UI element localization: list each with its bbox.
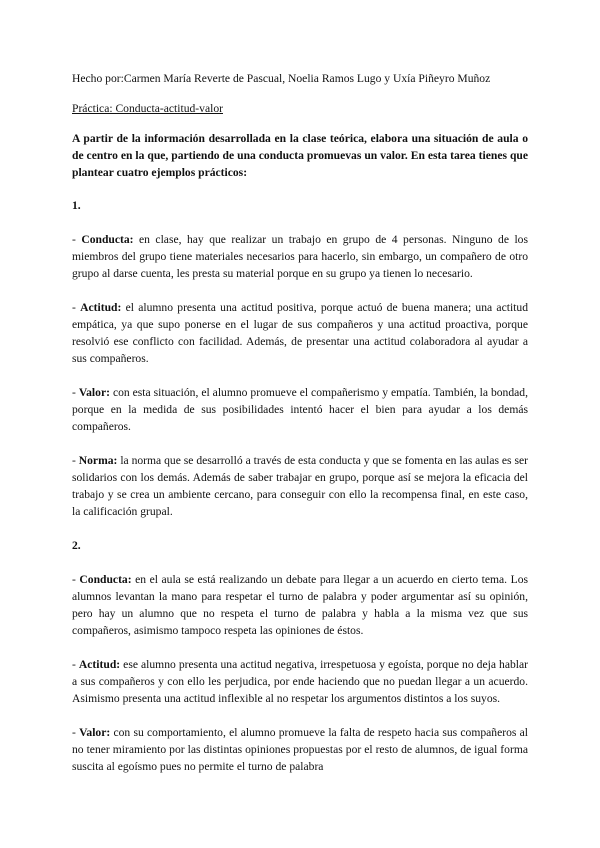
item-label: Norma: [78, 454, 118, 467]
item-label: Conducta: [81, 233, 134, 246]
task-prompt: A partir de la información desarrollada en la clase teórica, elabora una situación de aula o de centro en la que, partiendo de una conducta promuevas un valor. En esta tarea tienes que plantear cuatro ejemplos prácticos: [72, 132, 528, 179]
item-text: en clase, hay que realizar un trabajo en grupo de 4 personas. Ninguno de los miembros del grupo tiene materiales necesarios para hacerlo, sin embargo, un compañero de otro grupo al darse cuenta, les presta su material porque en su grupo ya tienen lo necesario. [72, 233, 528, 280]
practice-title: Práctica: Conducta-actitud-valor [72, 102, 223, 115]
example-1-conducta: - Conducta: en clase, hay que realizar un trabajo en grupo de 4 personas. Ninguno de los miembros del grupo tiene materiales necesarios para hacerlo, sin embargo, un compañero de otro grupo al darse cuenta, les presta su material porque en su grupo ya tienen lo necesario. [72, 233, 528, 280]
document-content [72, 70, 528, 792]
item-text: en el aula se está realizando un debate para llegar a un acuerdo en cierto tema. Los alumnos levantan la mano para respetar el turno de palabra y poder argumentar así su opinión, pero hay un alumno que no respeta el turno de palabra y habla a la misma vez que sus compañeros, asimismo tampoco respeta las opiniones de éstos. [72, 573, 529, 637]
item-text: la norma que se desarrolló a través de esta conducta y que se fomenta en las aulas es ser solidarios con los demás. Además de saber trabajar en grupo, porque así se mejora la eficacia del trabajo y se crea un ambiente cercano, para conseguir con ello la recompensa final, en este caso, la calificación grupal. [72, 454, 528, 518]
item-label: Actitud: [78, 658, 121, 671]
item-label: Valor: [78, 386, 110, 399]
example-1-valor: - Valor: con esta situación, el alumno promueve el compañerismo y empatía. También, la bondad, porque en la medida de sus posibilidades intentó hacer el bien para ayudar a los demás compañeros. [72, 386, 528, 433]
example-1-actitud: - Actitud: el alumno presenta una actitud positiva, porque actuó de buena manera; una actitud empática, ya que supo ponerse en el lugar de sus compañeros y una actitud proactiva, porque resolvió ese conflicto con facilidad. Además, de presentar una actitud colaboradora al ayudar a sus compañeros. [72, 301, 528, 365]
example-2-actitud: - Actitud: ese alumno presenta una actitud negativa, irrespetuosa y egoísta, porque no deja hablar a sus compañeros y con ello les perjudica, por ende haciendo que no puedan llegar a un acuerdo. Asimismo presenta una actitud inflexible al no respetar los argumentos distintos a los suyos. [72, 658, 528, 705]
item-label: Actitud: [80, 301, 122, 314]
example-number-1: 1. [72, 199, 81, 212]
item-text: el alumno presenta una actitud positiva, porque actuó de buena manera; una actitud empática, ya que supo ponerse en el lugar de sus compañeros y una actitud proactiva, porque resolvió ese conflicto con facilidad. Además, de presentar una actitud colaboradora al ayudar a sus compañeros. [72, 301, 528, 365]
item-label: Valor: [79, 726, 111, 739]
item-text: ese alumno presenta una actitud negativa, irrespetuosa y egoísta, porque no deja hablar a sus compañeros y con ello les perjudica, por ende haciendo que no puedan llegar a un acuerdo. Asimismo presenta una actitud inflexible al no respetar los argumentos distintos a los suyos. [72, 658, 528, 705]
item-text: con esta situación, el alumno promueve el compañerismo y empatía. También, la bondad, porque en la medida de sus posibilidades intentó hacer el bien para ayudar a los demás compañeros. [72, 386, 528, 433]
item-text: con su comportamiento, el alumno promueve la falta de respeto hacia sus compañeros al no tener miramiento por las distintas opiniones propuestas por el resto de alumnos, de igual forma suscita al egoísmo pues no permite el turno de palabra [72, 726, 528, 773]
example-number-2: 2. [72, 539, 81, 552]
example-2-valor: - Valor: con su comportamiento, el alumno promueve la falta de respeto hacia sus compañeros al no tener miramiento por las distintas opiniones propuestas por el resto de alumnos, de igual forma suscita al egoísmo pues no permite el turno de palabra [72, 726, 528, 773]
authors-line: Hecho por:Carmen María Reverte de Pascual, Noelia Ramos Lugo y Uxía Piñeyro Muñoz [72, 72, 491, 85]
example-1-norma: - Norma: la norma que se desarrolló a través de esta conducta y que se fomenta en las aulas es ser solidarios con los demás. Además de saber trabajar en grupo, porque así se mejora la eficacia del trabajo y se crea un ambiente cercano, para conseguir con ello la recompensa final, en este caso, la calificación grupal. [72, 454, 528, 518]
item-label: Conducta: [79, 573, 132, 586]
example-2-conducta: - Conducta: en el aula se está realizando un debate para llegar a un acuerdo en cierto tema. Los alumnos levantan la mano para respetar el turno de palabra y poder argumentar así su opinión, pero hay un alumno que no respeta el turno de palabra y habla a la misma vez que sus compañeros, asimismo tampoco respeta las opiniones de éstos. [72, 573, 529, 637]
